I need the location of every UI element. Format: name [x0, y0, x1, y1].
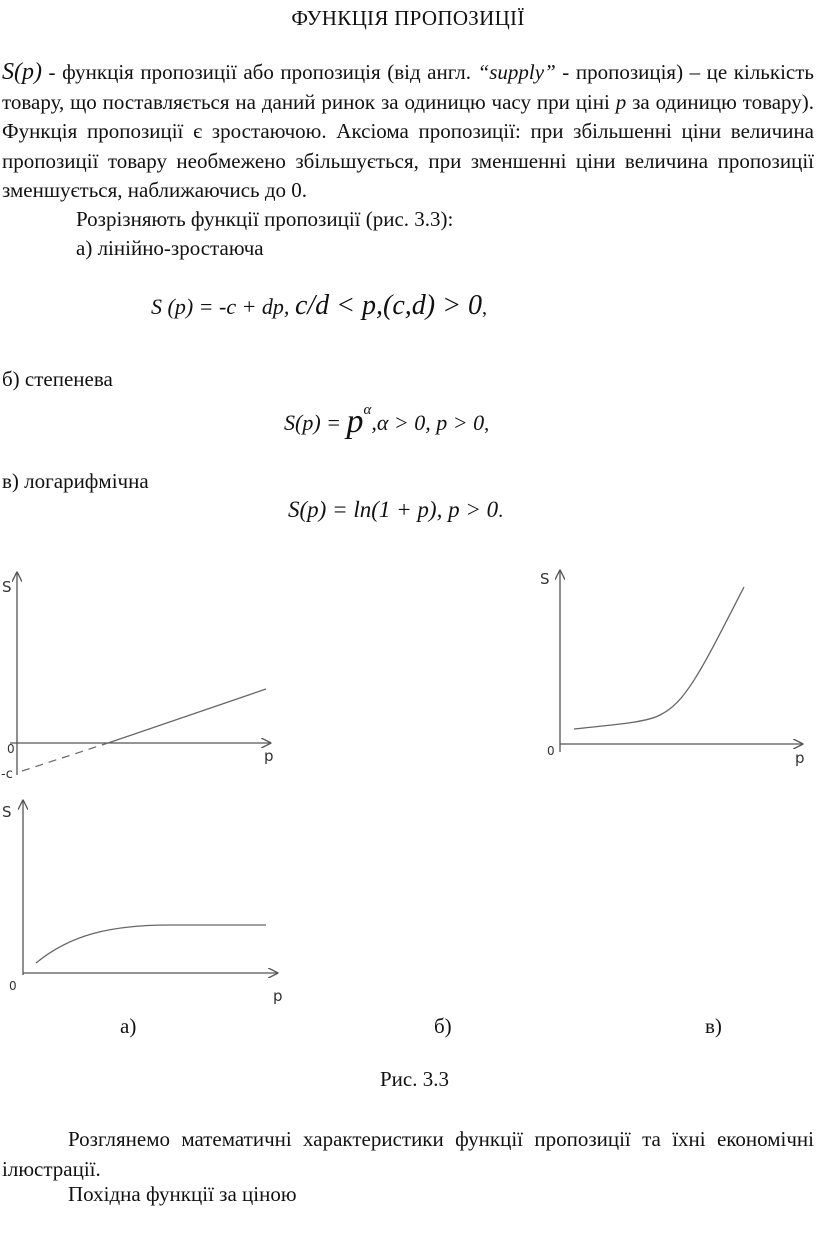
price-symbol: p: [615, 89, 627, 114]
intro-text-1: - функція пропозиції або пропозиція (від англ.: [41, 60, 478, 84]
graph-c: [0, 795, 295, 1005]
english-word: “supply”: [477, 60, 556, 84]
formula-c: [288, 497, 503, 523]
intro-text-3: за одиницю товару). Функція пропозиції є зростаючою. Аксіома пропозиції: при збільшенні ціни величина пропозиції товару необмежено збільшується, при зменшенні ціни величина пропозиції зменшується, наближаючись до 0.: [2, 89, 815, 202]
formula-a-end: ,: [482, 297, 488, 319]
formula-b-exp: α: [363, 402, 372, 418]
graph-b: [530, 565, 816, 770]
graph-c-y-label: S: [2, 803, 12, 821]
graph-b-x-label: p: [795, 749, 805, 767]
formula-b-base: p: [346, 403, 364, 440]
caption-c: в): [705, 1014, 722, 1038]
graph-a-line: [108, 689, 266, 743]
graph-b-y-label: S: [540, 570, 550, 588]
figure-caption: Рис. 3.3: [380, 1067, 449, 1091]
graph-c-origin: 0: [9, 979, 17, 993]
outro-paragraph: Розглянемо математичні характеристики функції пропозиції та їхні економічні ілюстрації.: [2, 1127, 814, 1181]
graph-b-curve: [574, 587, 744, 729]
derivative-line: Похідна функції за ціною: [68, 1182, 297, 1206]
page-title: ФУНКЦІЯ ПРОПОЗИЦІЇ: [291, 6, 525, 30]
graph-a-dashed-segment: [22, 743, 108, 771]
item-b-label: б) степенева: [2, 367, 113, 391]
formula-b-rest: ,α > 0, p > 0: [371, 410, 485, 435]
graph-c-x-label: p: [273, 987, 283, 1005]
intro-paragraph: [2, 58, 814, 206]
formula-a-part2: c/d < p,(c,d) > 0: [294, 290, 483, 321]
formula-b-end: ,: [484, 413, 490, 435]
graph-a-origin: 0: [7, 742, 15, 756]
distinguish-line: Розрізняють функції пропозиції (рис. 3.3):: [76, 207, 454, 231]
formula-a: [151, 290, 487, 322]
item-c-label: в) логарифмічна: [2, 469, 149, 493]
supply-symbol: S(p): [2, 59, 42, 85]
graph-b-origin: 0: [547, 744, 555, 758]
caption-b: б): [434, 1014, 452, 1038]
intro-text-2: - пропозиція) – це кількість товару, що поставляється на даний ринок за одиницю часу при ціні: [2, 60, 814, 114]
graph-a-x-label: p: [264, 747, 274, 765]
item-a-label: а) лінійно-зростаюча: [76, 236, 264, 260]
caption-a: а): [120, 1014, 137, 1038]
graph-a: [0, 565, 290, 790]
graph-c-curve: [36, 925, 266, 963]
graph-a-intercept: -c: [1, 767, 13, 782]
graph-a-y-label: S: [2, 578, 12, 596]
formula-c-end: .: [498, 500, 504, 522]
formula-b: [284, 393, 490, 440]
formula-c-text: S(p) = ln(1 + p), p > 0: [288, 497, 499, 522]
formula-a-part1: S (p) = -c + dp,: [151, 294, 290, 319]
formula-b-lhs: S(p) =: [284, 410, 341, 435]
